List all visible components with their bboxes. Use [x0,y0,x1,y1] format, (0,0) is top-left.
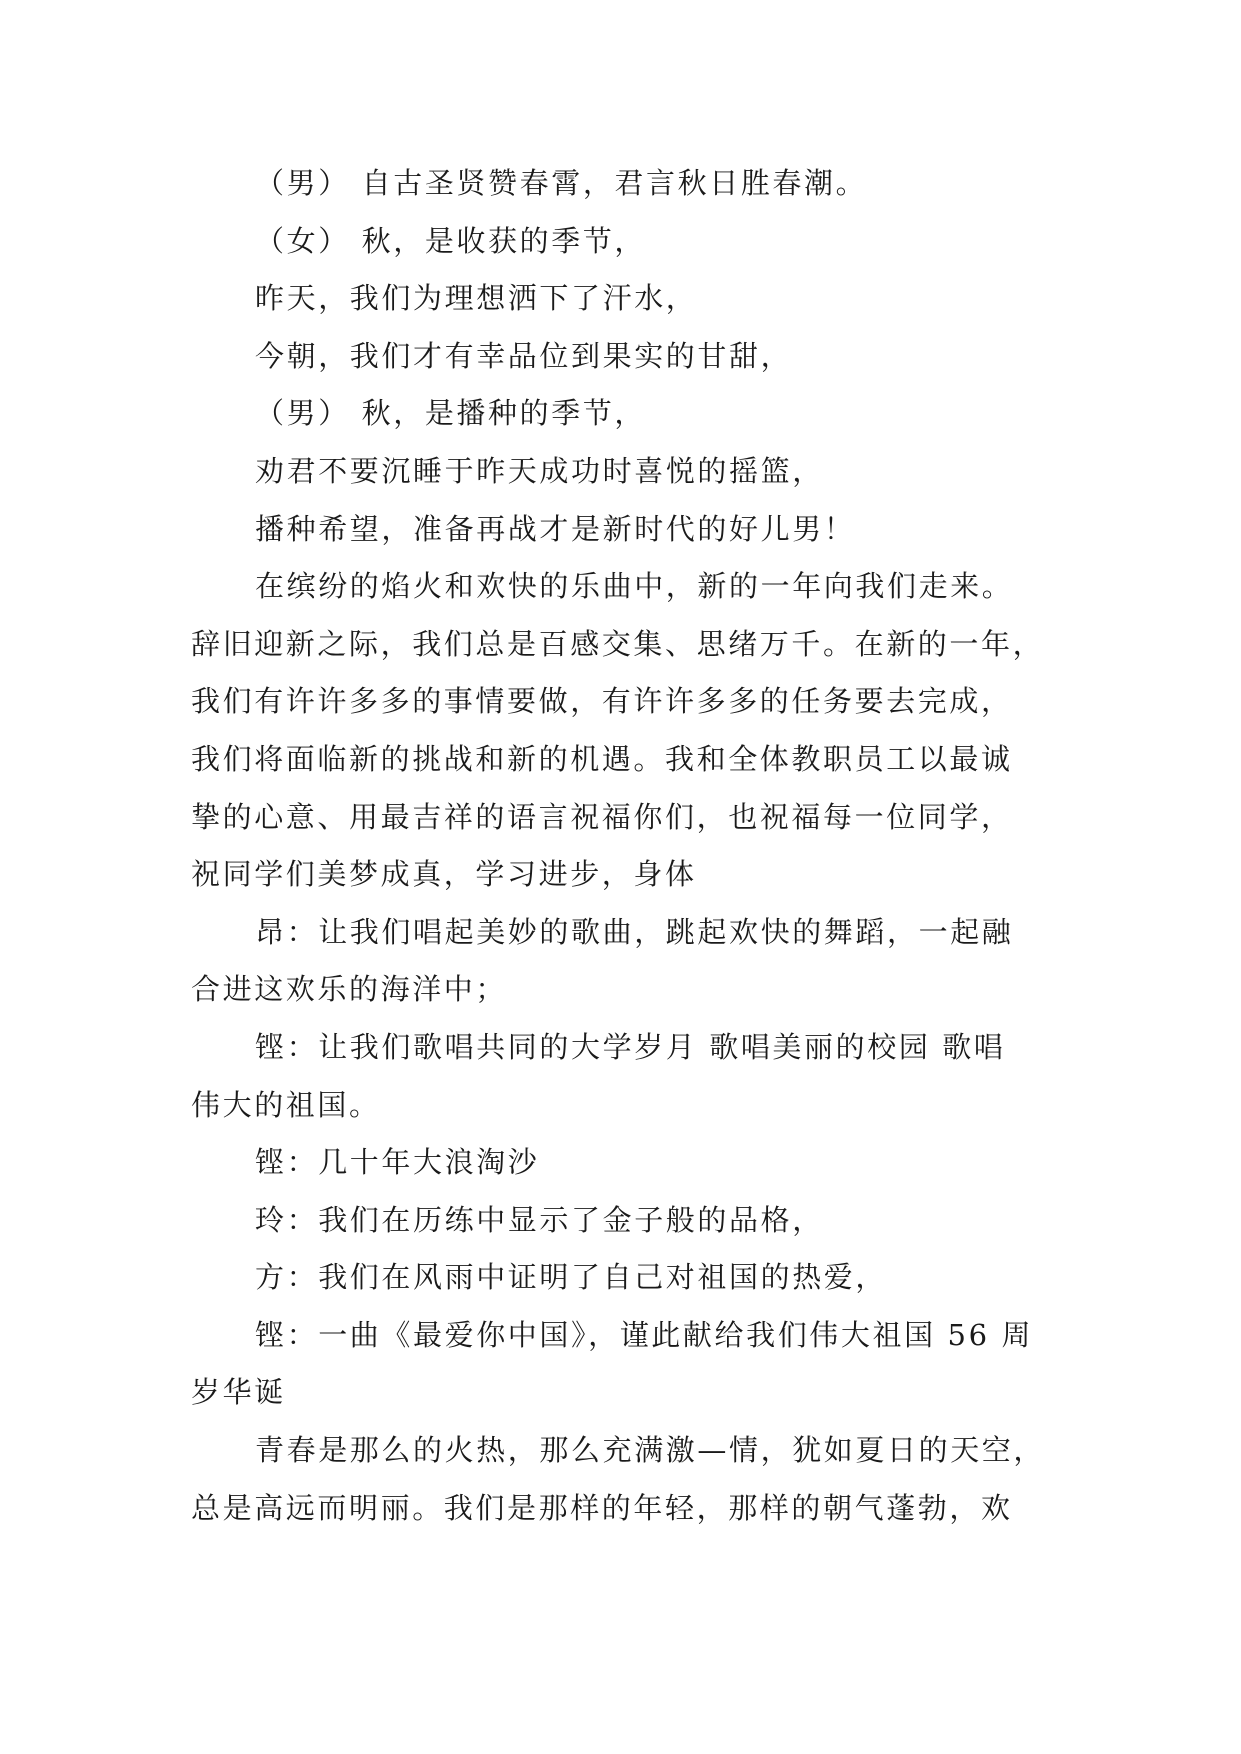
text-line: 总是高远而明丽。我们是那样的年轻，那样的朝气蓬勃，欢 [191,1490,1013,1525]
text-line: 岁华诞 [191,1375,286,1410]
text-line: 劝君不要沉睡于昨天成功时喜悦的摇篮， [255,453,824,488]
paragraph-first-line: 铿：一曲《最爱你中国》，谨此献给我们伟大祖国 56 周 [255,1317,1034,1352]
paragraph-first-line: 在缤纷的焰火和欢快的乐曲中，新的一年向我们走来。 [255,569,1014,604]
text-line: 我们有许许多多的事情要做，有许许多多的任务要去完成， [191,684,1013,719]
text-line: 昨天，我们为理想洒下了汗水， [255,281,698,316]
text-line: 祝同学们美梦成真，学习进步，身体 [191,857,697,892]
text-line: （女） 秋，是收获的季节， [255,223,647,258]
text-line: 辞旧迎新之际，我们总是百感交集、思绪万千。在新的一年， [191,626,1045,661]
document-body [191,155,1061,1537]
text-line: 我们将面临新的挑战和新的机遇。我和全体教职员工以最诚 [191,741,1013,776]
paragraph-first-line: 玲：我们在历练中显示了金子般的品格， [255,1202,824,1237]
text-line: 播种希望，准备再战才是新时代的好儿男！ [255,511,856,546]
paragraph-first-line: 昂：让我们唱起美妙的歌曲，跳起欢快的舞蹈，一起融 [255,914,1014,949]
paragraph-first-line: 铿：几十年大浪淘沙 [255,1145,540,1180]
paragraph-first-line: 青春是那么的火热，那么充满激—情，犹如夏日的天空， [255,1433,1046,1468]
text-line: （男） 自古圣贤赞春霄，君言秋日胜春潮。 [255,166,868,200]
paragraph-first-line: 铿：让我们歌唱共同的大学岁月 歌唱美丽的校园 歌唱 [255,1029,1006,1064]
text-line: 合进这欢乐的海洋中； [191,972,508,1007]
text-line: 挚的心意、用最吉祥的语言祝福你们，也祝福每一位同学， [191,799,1013,834]
paragraph-first-line: 方：我们在风雨中证明了自己对祖国的热爱， [255,1260,888,1295]
text-line: （男） 秋，是播种的季节， [255,396,647,431]
text-line: 伟大的祖国。 [191,1087,381,1122]
text-line: 今朝，我们才有幸品位到果实的甘甜， [255,338,793,373]
